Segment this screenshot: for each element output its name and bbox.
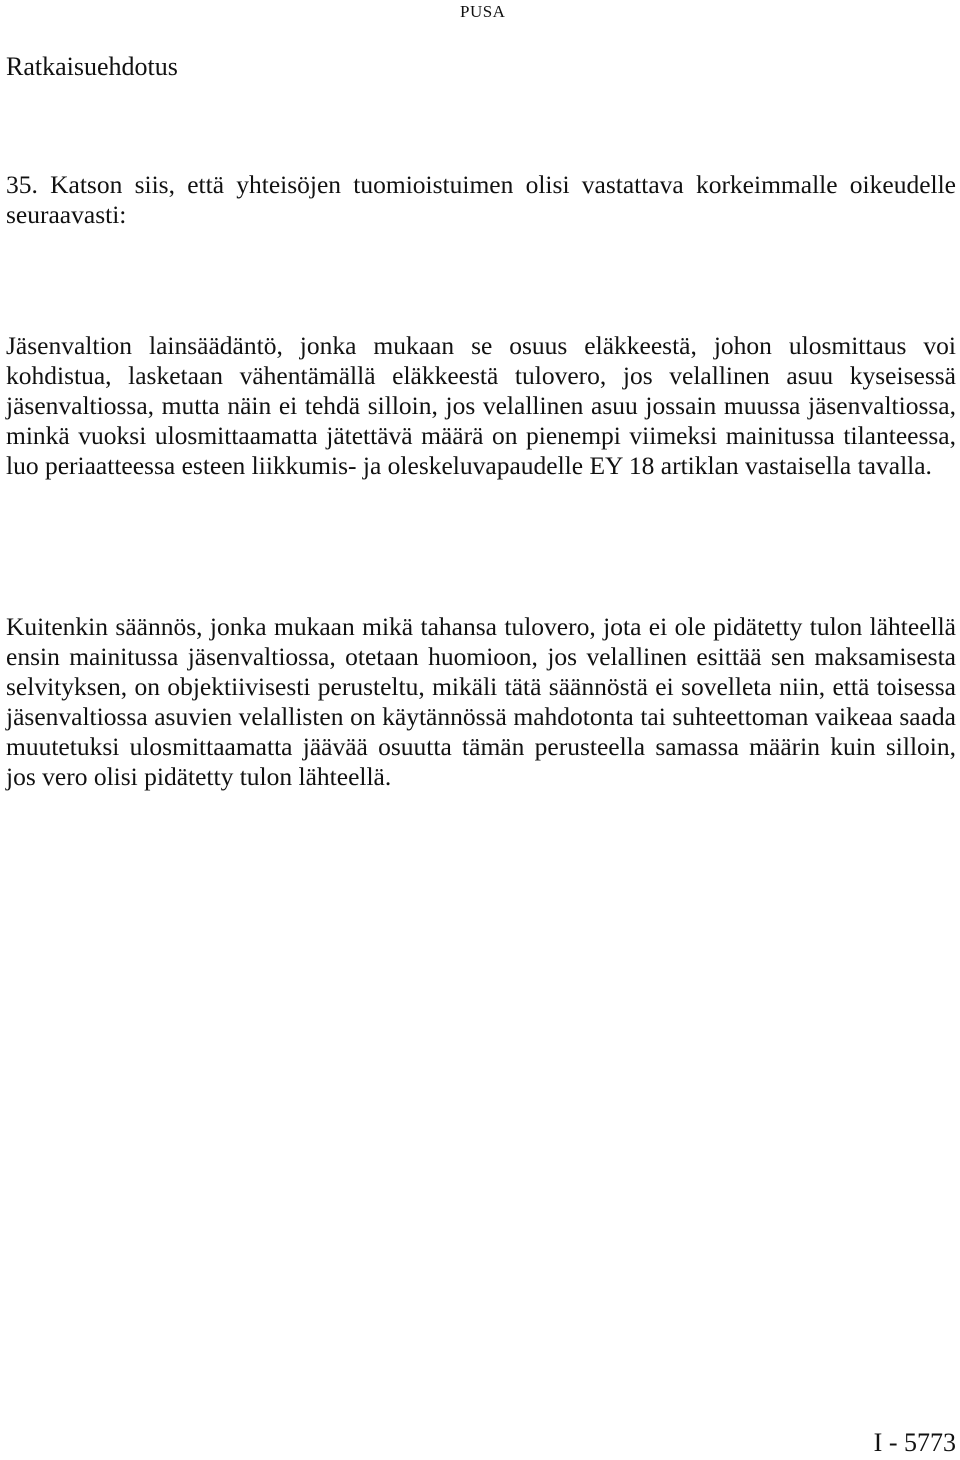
page-number: I - 5773 [873,1428,956,1457]
running-head: PUSA [460,2,506,21]
section-title: Ratkaisuehdotus [6,52,178,81]
answer-paragraph-2: Kuitenkin säännös, jonka mukaan mikä tahansa tulovero, jota ei ole pidätetty tulon lähteellä ensin mainitussa jäsenvaltiossa, otetaan huomioon, jos velallinen esittää sen maksamisesta selvityksen, on objektiivisesti perusteltu, mikäli tätä säännöstä ei sovelleta niin, että toisessa jäsenvaltiossa asuvien velallisten on käytännössä mahdotonta tai suhteettoman vaikeaa saada muutetuksi ulosmittaamatta jäävää osuutta tämän perusteella samassa määrin kuin silloin, jos vero olisi pidätetty tulon lähteellä. [6,612,956,791]
paragraph-35: 35. Katson siis, että yhteisöjen tuomioistuimen olisi vastattava korkeimmalle oikeudelle seuraavasti: [6,170,956,229]
answer-paragraph-1: Jäsenvaltion lainsäädäntö, jonka mukaan se osuus eläkkeestä, johon ulosmittaus voi kohdistua, lasketaan vähentämällä eläkkeestä tulovero, jos velallinen asuu kyseisessä jäsenvaltiossa, mutta näin ei tehdä silloin, jos velallinen asuu jossain muussa jäsenvaltiossa, minkä vuoksi ulosmittaamatta jätettävä määrä on pienempi viimeksi mainitussa tilanteessa, luo periaatteessa esteen liikkumis- ja oleskeluvapaudelle EY 18 artiklan vastaisella tavalla. [6,331,956,480]
